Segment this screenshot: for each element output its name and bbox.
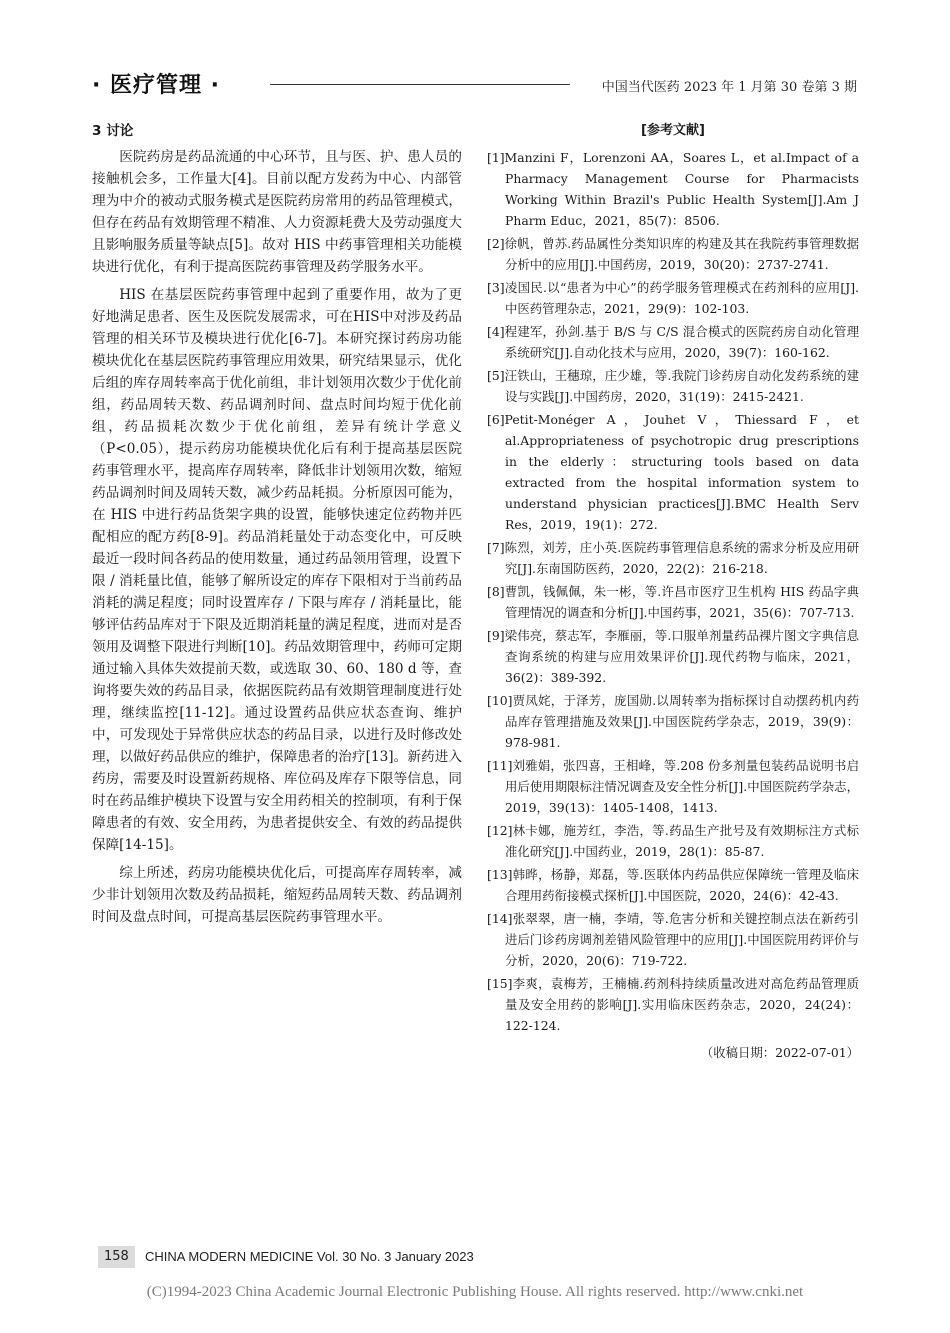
reference-item: [10]贾凤姹，于泽芳，庞国勋.以周转率为指标探讨自动摆药机内药品库存管理措施及效果[J].中国医院药学杂志，2019，39(9)：978-981. bbox=[487, 693, 859, 750]
references-title: [参考文献] bbox=[641, 123, 705, 138]
discussion-paragraph: HIS 在基层医院药事管理中起到了重要作用，故为了更好地满足患者、医生及医院发展需求，可在HIS中对涉及药品管理的相关环节及模块进行优化[6-7]。本研究探讨药房功能模块优化在基层医院药事管理应用效果，研究结果显示，优化后组的库存周转率高于优化前组，非计划领用次数少于优化前组，药品周转天数、药品调剂时间、盘点时间均短于优化前组，药品损耗次数少于优化前组，差异有统计学意义（P<0.05），提示药房功能模块优化后有利于提高基层医院药事管理水平，提高库存周转率，降低非计划领用次数，缩短药品调剂时间及周转天数，减少药品耗损。分析原因可能为，在 HIS 中进行药品货架字典的设置，能够快速定位药物并匹配相应的配方药[8-9]。药品消耗量处于动态变化中，可反映最近一段时间各药品的使用数量，通过药品领用管理，设置下限 / 消耗量比值，能够了解所设定的库存下限相对于当前药品消耗的满足程度；同时设置库存 / 下限与库存 / 消耗量比，能够评估药品库对于下限及近期消耗量的满足程度，进而对是否领用及调整下限进行判断[10]。药品效期管理中，药师可定期通过输入具体失效提前天数，或选取 30、60、180 d 等，查询将要失效的药品目录，依据医院药品有效期管理制度进行处理，继续监控[11-12]。通过设置药品供应状态查询、维护中，可发现处于异常供应状态的药品目录，以进行及时修改处理，以做好药品供应的维护，保障患者的治疗[13]。新药进入药房，需要及时设置新药规格、库位码及库存下限等信息，同时在药品维护模块下设置与安全用药相关的控制项，有利于保障患者的有效、安全用药，为患者提供安全、有效的药品提供保障[14-15]。 bbox=[92, 287, 462, 853]
received-date: （收稿日期：2022-07-01） bbox=[700, 1045, 859, 1060]
discussion-paragraph: 综上所述，药房功能模块优化后，可提高库存周转率，减少非计划领用次数及药品损耗，缩短药品周转天数、药品调剂时间及盘点时间，可提高基层医院药事管理水平。 bbox=[92, 865, 462, 925]
reference-item: [4]程建军，孙剑.基于 B/S 与 C/S 混合模式的医院药房自动化管理系统研究[J].自动化技术与应用，2020，39(7)：160-162. bbox=[487, 324, 859, 360]
reference-item: [12]林卡娜，施芳红，李浩，等.药品生产批号及有效期标注方式标准化研究[J].中国药业，2019，28(1)：85-87. bbox=[487, 823, 859, 859]
reference-item: [8]曹凯，钱佩佩，朱一彬，等.许昌市医疗卫生机构 HIS 药品字典管理情况的调查和分析[J].中国药事，2021，35(6)：707-713. bbox=[487, 584, 859, 620]
references-column bbox=[487, 120, 859, 1063]
reference-item: [6]Petit-Monéger A，Jouhet V，Thiessard F，et al.Appropriateness of psychotropic drug prescriptions in the elderly：structuring tools based on data extracted from the hospital information system to understand physician practices[J].BMC Health Serv Res，2019，19(1)：272. bbox=[487, 412, 859, 532]
copyright-notice: (C)1994-2023 China Academic Journal Electronic Publishing House. All rights reserved. http://www.cnki.net bbox=[146, 1284, 804, 1300]
reference-item: [15]李爽，袁梅芳，王楠楠.药剂科持续质量改进对高危药品管理质量及安全用药的影响[J].实用临床医药杂志，2020，24(24)：122-124. bbox=[487, 976, 859, 1033]
footer-journal-info: CHINA MODERN MEDICINE Vol. 30 No. 3 January 2023 bbox=[145, 1249, 474, 1264]
reference-item: [7]陈烈，刘芳，庄小英.医院药事管理信息系统的需求分析及应用研究[J].东南国防医药，2020，22(2)：216-218. bbox=[487, 540, 859, 576]
reference-item: [9]梁伟亮，蔡志军，李雁丽，等.口服单剂量药品裸片图文字典信息查询系统的构建与应用效果评价[J].现代药物与临床，2021，36(2)：389-392. bbox=[487, 628, 859, 685]
discussion-heading: 3 讨论 bbox=[92, 123, 134, 139]
reference-item: [3]凌国民.以“患者为中心”的药学服务管理模式在药剂科的应用[J].中医药管理杂志，2021，29(9)：102-103. bbox=[487, 280, 859, 316]
discussion-paragraph: 医院药房是药品流通的中心环节，且与医、护、患人员的接触机会多，工作量大[4]。目前以配方发药为中心、内部管理为中介的被动式服务模式是医院药房常用的药品管理模式，但存在药品有效期管理不精准、人力资源耗费大及劳动强度大且影响服务质量等缺点[5]。故对 HIS 中药事管理相关功能模块进行优化，有利于提高医院药事管理及药学服务水平。 bbox=[92, 149, 462, 275]
reference-item: [13]韩晔，杨静，郑磊，等.医联体内药品供应保障统一管理及临床合理用药衔接模式探析[J].中国医院，2020，24(6)：42-43. bbox=[487, 867, 859, 903]
reference-item: [14]张翠翠，唐一楠，李靖，等.危害分析和关键控制点法在新药引进后门诊药房调剂差错风险管理中的应用[J].中国医院用药评价与分析，2020，20(6)：719-722. bbox=[487, 911, 859, 968]
section-title: · 医疗管理 · bbox=[92, 73, 221, 98]
page-number: 158 bbox=[98, 1246, 135, 1268]
discussion-column bbox=[92, 120, 462, 934]
reference-item: [2]徐帆，曾苏.药品属性分类知识库的构建及其在我院药事管理数据分析中的应用[J].中国药房，2019，30(20)：2737-2741. bbox=[487, 236, 859, 272]
reference-item: [5]汪铁山，王穗琼，庄少雄，等.我院门诊药房自动化发药系统的建设与实践[J].中国药房，2020，31(19)：2415-2421. bbox=[487, 368, 859, 404]
header-divider bbox=[270, 84, 570, 85]
journal-issue-info: 中国当代医药 2023 年 1 月第 30 卷第 3 期 bbox=[601, 80, 857, 95]
reference-item: [11]刘雅娟，张四喜，王相峰，等.208 份多剂量包装药品说明书启用后使用期限标注情况调查及安全性分析[J].中国医院药学杂志，2019，39(13)：1405-1408，1413. bbox=[487, 758, 859, 815]
reference-item: [1]Manzini F，Lorenzoni AA，Soares L，et al.Impact of a Pharmacy Management Course for Pharmacists Working Within Brazil's Public Health System[J].Am J Pharm Educ，2021，85(7)：8506. bbox=[487, 150, 859, 228]
